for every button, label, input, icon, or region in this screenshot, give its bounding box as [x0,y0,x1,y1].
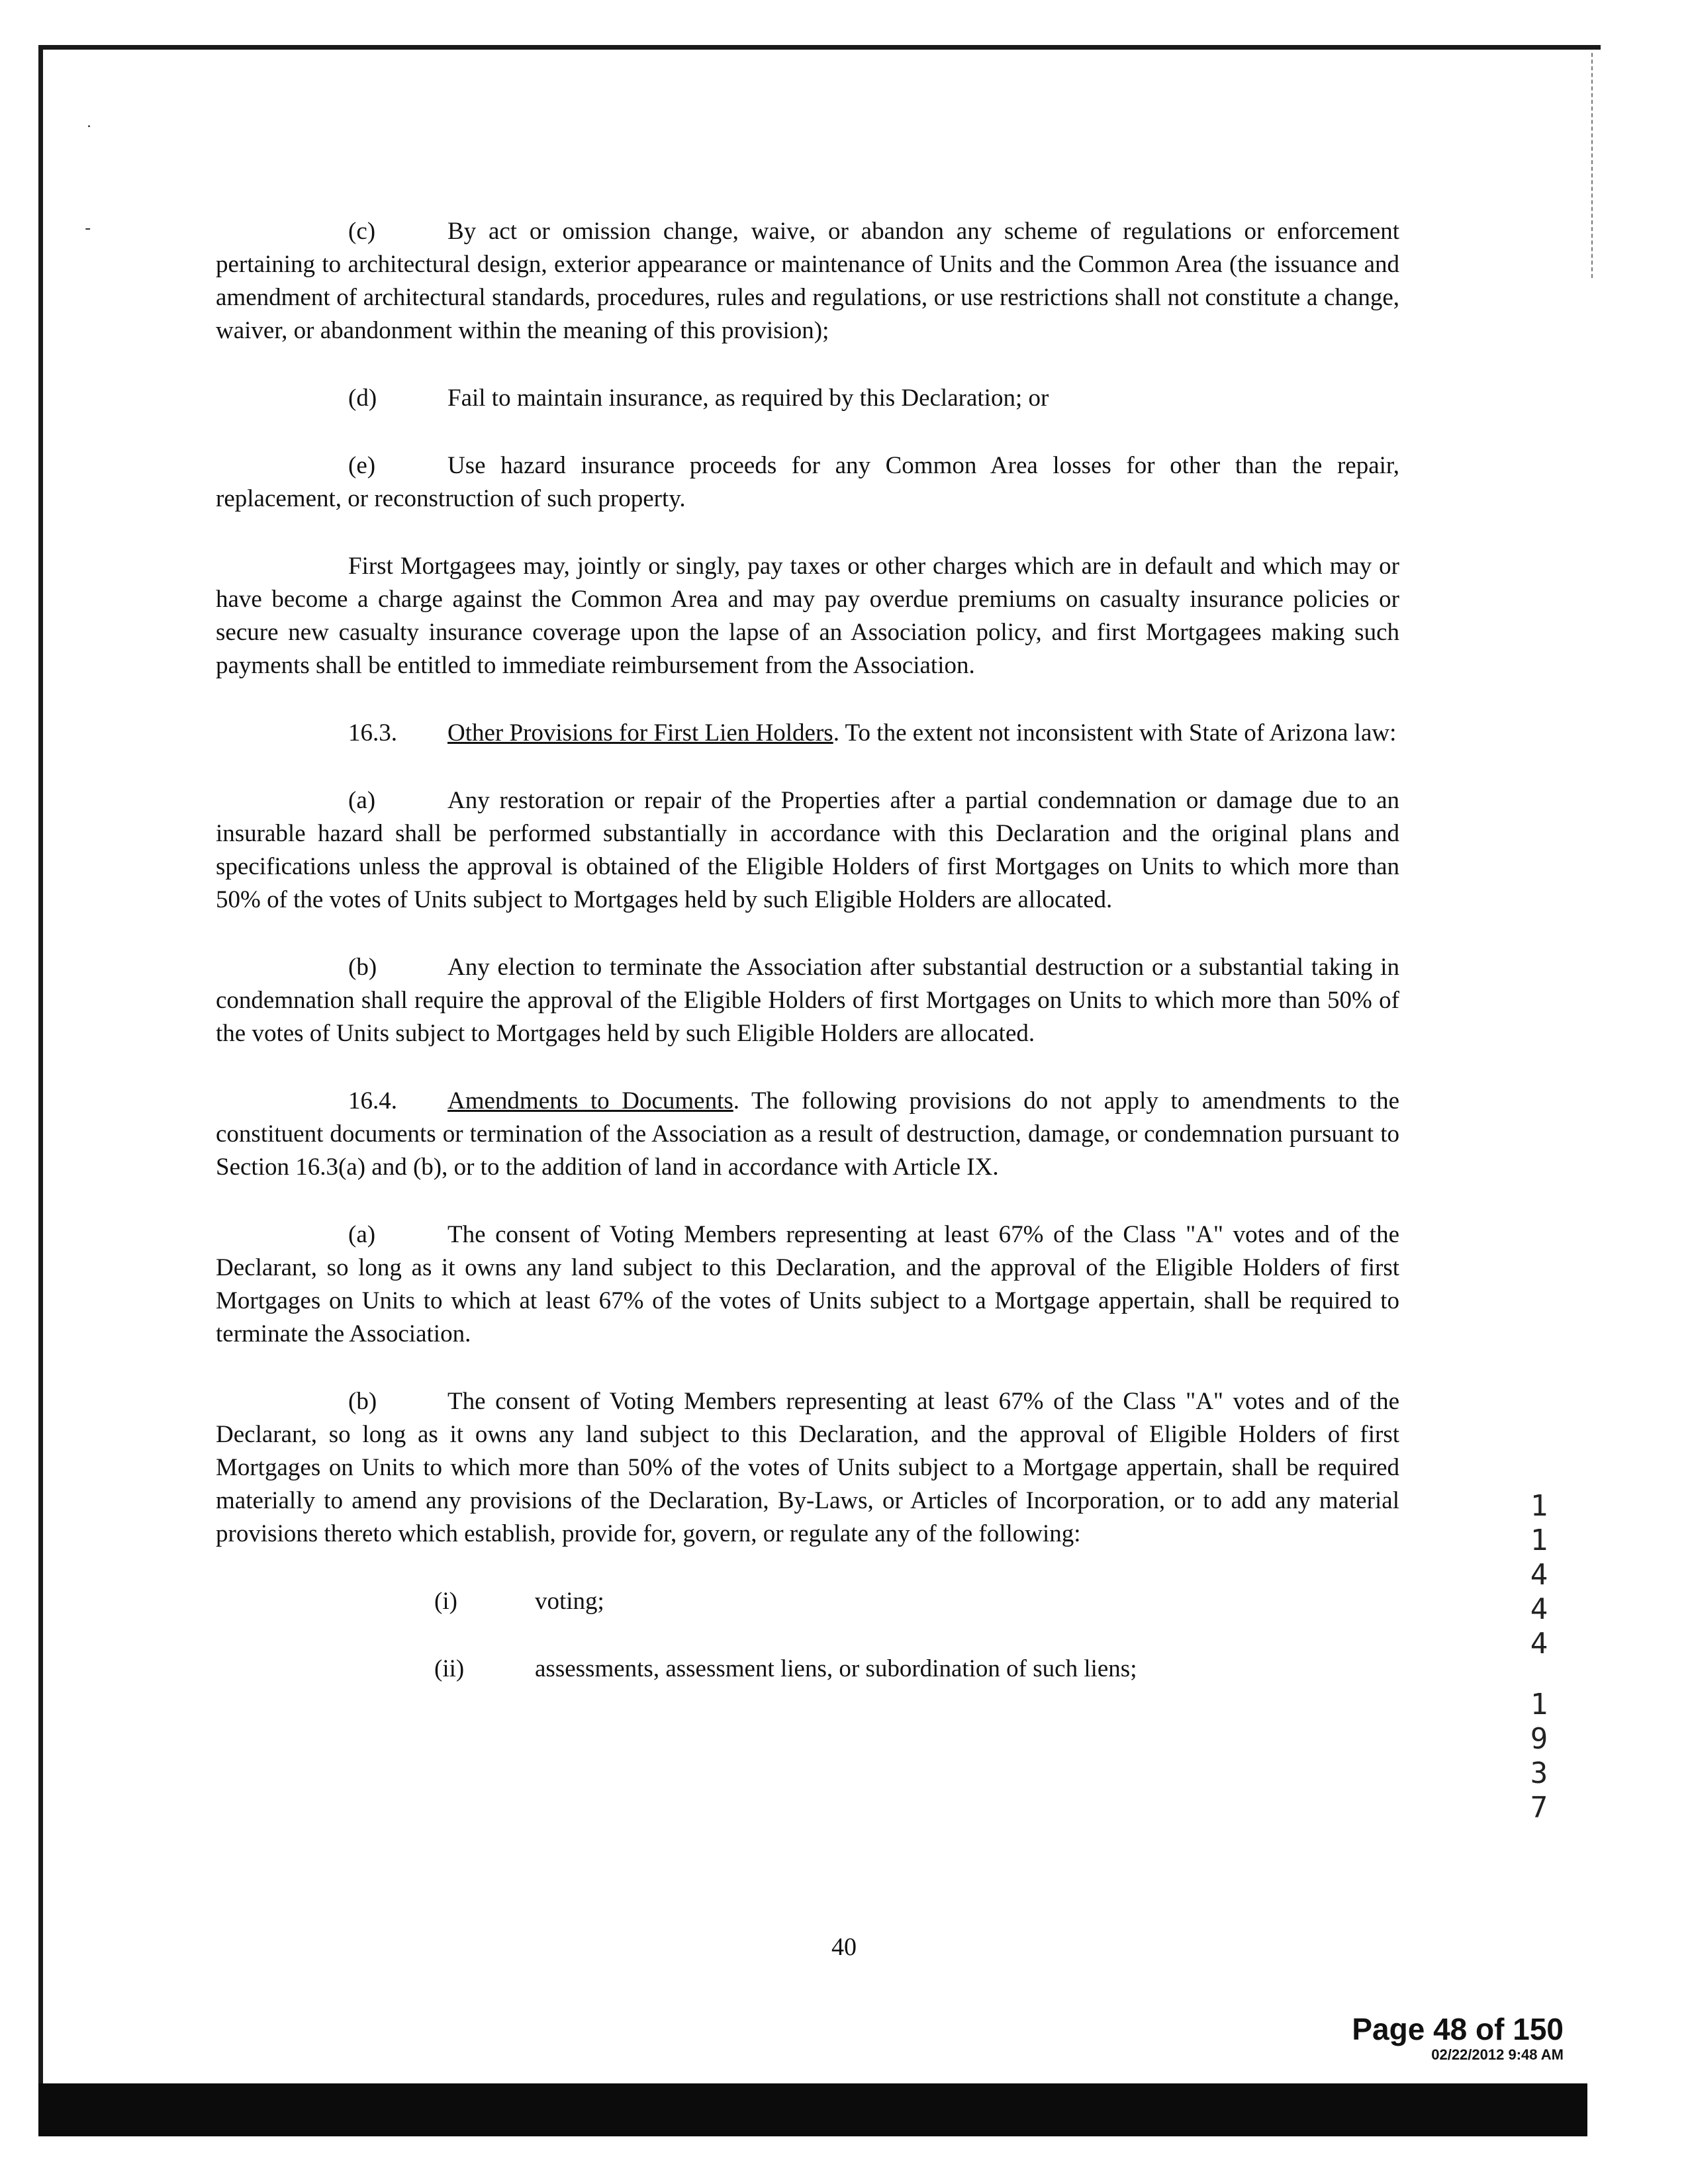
side-digit: 3 [1530,1756,1548,1790]
section-number: 16.4. [348,1087,397,1115]
side-digit: 7 [1530,1791,1548,1825]
item-label: (c) [348,218,376,245]
side-digit: 1 [1530,1489,1548,1523]
paragraph-d [216,382,1399,415]
list-item-i [216,1585,1399,1618]
item-label: (ii) [434,1655,465,1682]
paragraph-e [216,449,1399,516]
item-text: The consent of Voting Members representing at least 67% of the Class "A" votes and of the Declarant, so long as it owns any land subject to this Declaration, and the approval of Eligible Holders of first Mortgages on Units to which more than 50% of the votes of Units subject to a Mortgage appertain, shall be required materially to amend any provisions of the Declaration, By-Laws, or Articles of Incorporation, or to add any material provisions thereto which establish, provide for, govern, or regulate any of the following: [216,1388,1399,1547]
section-16-3 [216,717,1399,750]
paragraph-first-mortgagees: First Mortgagees may, jointly or singly, pay taxes or other charges which are in default and which may or have become a charge against the Common Area and may pay overdue premiums on casualty insurance policies or secure new casualty insurance coverage upon the lapse of an Association policy, and first Mortgagees making such payments shall be entitled to immediate reimbursement from the Association. [216,553,1399,679]
scan-bottom-bar [38,2083,1587,2136]
section-16-4 [216,1085,1399,1184]
section-text: . To the extent not inconsistent with State of Arizona law: [833,719,1397,747]
paragraph-16-4-a [216,1218,1399,1351]
side-digit: 4 [1530,1558,1548,1592]
item-label: (b) [348,954,377,981]
list-item-ii [216,1653,1399,1686]
scan-speck: ˙ [85,123,93,143]
item-label: (i) [434,1588,457,1615]
side-digit: 4 [1530,1627,1548,1661]
item-label: (d) [348,385,377,412]
section-heading: Amendments to Documents [447,1087,733,1115]
side-digit: 1 [1530,1688,1548,1721]
page-number: 40 [831,1933,857,1961]
item-label: (e) [348,452,376,479]
paragraph-16-3-b [216,951,1399,1050]
scan-edge-mark [1591,53,1594,278]
item-text: The consent of Voting Members representing at least 67% of the Class "A" votes and of the Declarant, so long as it owns any land subject to this Declaration, and the approval of the Eligible Holders of first Mortgages on Units to which at least 67% of the votes of Units subject to a Mortgage appertain, shall be required to terminate the Association. [216,1221,1399,1347]
scan-speck: - [85,218,91,238]
paragraph-16-3-a [216,784,1399,917]
section-heading: Other Provisions for First Lien Holders [447,719,833,747]
item-label: (b) [348,1388,377,1415]
item-text: Any election to terminate the Association after substantial destruction or a substantial taking in condemnation shall require the approval of the Eligible Holders of first Mortgages on Units to which more than 50% of the votes of Units subject to Mortgages held by such Eligible Holders are allocated. [216,954,1399,1047]
side-digit: 1 [1530,1524,1548,1557]
item-text: voting; [535,1588,604,1615]
document-body [216,215,1399,1686]
section-text: . The following provisions do not apply to amendments to the constituent documents or termination of the Association as a result of destruction, damage, or condemnation pursuant to Section 16.3(a) and (b), or to the addition of land in accordance with Article IX. [216,1087,1400,1181]
item-label: (a) [348,1221,376,1248]
item-text: Fail to maintain insurance, as required by this Declaration; or [447,385,1049,412]
item-label: (a) [348,787,376,814]
item-text: Any restoration or repair of the Properties after a partial condemnation or damage due to an insurable hazard shall be performed substantially in accordance with this Declaration and the original plans and specifications unless the approval is obtained of the Eligible Holders of first Mortgages on Units to which more than 50% of the votes of Units subject to Mortgages held by such Eligible Holders are allocated. [216,787,1399,913]
recording-stamp [1352,2012,1564,2064]
item-text: assessments, assessment liens, or subordination of such liens; [535,1655,1137,1682]
stamp-datetime: 02/22/2012 9:48 AM [1431,2046,1564,2063]
side-digit: 4 [1530,1592,1548,1626]
paragraph-c [216,215,1399,347]
paragraph-16-4-b [216,1385,1399,1551]
stamp-page-count: Page 48 of 150 [1352,2012,1564,2046]
item-text: By act or omission change, waive, or abandon any scheme of regulations or enforcement pertaining to architectural design, exterior appearance or maintenance of Units and the Common Area (the issuance and amendment of architectural standards, procedures, rules and regulations, or use restrictions shall not constitute a change, waiver, or abandonment within the meaning of this provision); [216,218,1399,344]
side-digit: 9 [1530,1722,1548,1756]
item-text: Use hazard insurance proceeds for any Common Area losses for other than the repair, replacement, or reconstruction of such property. [216,452,1399,512]
section-number: 16.3. [348,719,397,747]
side-document-number [1516,1489,1562,1825]
